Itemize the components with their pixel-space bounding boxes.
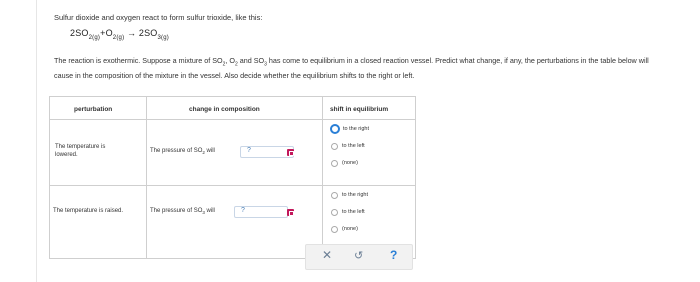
eq-formula-2: O [105,28,113,38]
row2-label-none: (none) [342,226,358,232]
row1-radio-right[interactable] [330,124,340,134]
q-so3-sub: 3 [264,61,267,68]
column-divider-2 [322,97,323,258]
row1-perturbation-line1: The temperature is [55,144,106,150]
row1-radio-none[interactable] [331,160,338,167]
row2-radio-none[interactable] [331,226,338,233]
row1-change-text [150,147,215,157]
perturbation-table [49,96,416,259]
q-o2-sub: 2 [234,61,238,68]
clear-button[interactable]: ✕ [322,248,333,262]
header-divider [50,119,415,120]
question-text [54,55,664,82]
q-so3: SO [253,56,265,65]
q-so2: SO [212,56,223,65]
q-sep-1: , [225,56,230,65]
header-change: change in composition [189,106,260,113]
row1-dropdown-value: ? [247,147,251,154]
row2-option-right[interactable] [331,189,368,201]
row2-radio-left[interactable] [331,209,338,216]
row2-dropdown-value: ? [241,207,245,214]
row2-change-text [150,207,215,217]
row1-radio-left[interactable] [331,143,338,150]
header-perturbation: perturbation [74,106,113,113]
row2-label-right: to the right [342,192,368,198]
row2-change-sub: 3 [202,210,205,216]
eq-sub-2: 2 [112,34,117,41]
row1-label-none: (none) [342,160,358,166]
row2-option-none[interactable] [331,223,358,235]
eq-sub-1: 2 [88,34,93,41]
intro-text: Sulfur dioxide and oxygen react to form sulfur trioxide, like this: [54,13,263,22]
row1-change-dropdown[interactable] [240,146,294,158]
eq-sub-3: 3 [157,34,162,41]
question-part-2: has come to equilibrium in a closed reaction vessel. Predict what change, if any, the perturbations in the table below will cause in the composition of the mixture in the vessel. Also decide whether the equilibrium shifts to the right or left. [54,56,649,81]
row1-change-sub: 2 [202,150,205,156]
row2-change-prefix: The pressure of SO [150,208,203,214]
row2-change-dropdown[interactable] [234,206,288,218]
undo-button[interactable]: ↺ [354,250,364,262]
row2-radio-right[interactable] [331,192,338,199]
q-sep-2: and [237,56,254,65]
question-part-1: The reaction is exothermic. Suppose a mixture of [54,56,213,65]
row1-change-prefix: The pressure of SO [150,148,203,154]
reaction-equation [70,28,169,41]
row1-perturbation [55,143,105,159]
eq-phase-2: (g) [116,34,125,41]
q-o2: O [229,56,235,65]
row-divider [50,185,415,186]
column-divider-1 [146,97,147,258]
eq-coef-3: 2 [138,28,145,38]
eq-formula-3: SO [144,28,158,38]
q-so2-sub: 2 [222,61,226,68]
row1-label-left: to the left [342,143,365,149]
row1-perturbation-line2: lowered. [55,152,78,158]
help-button[interactable]: ? [390,248,398,262]
row2-info-icon[interactable] [287,209,294,216]
row1-option-none[interactable] [331,157,358,169]
row1-change-suffix: will [204,148,215,154]
eq-phase-1: (g) [92,34,101,41]
row1-option-right[interactable] [331,123,369,135]
header-shift: shift in equilibrium [330,106,389,113]
row2-perturbation: The temperature is raised. [53,208,124,214]
eq-arrow: → [126,28,137,38]
eq-phase-3: (g) [161,34,169,41]
action-bar [305,244,413,270]
row2-change-suffix: will [204,208,215,214]
row1-label-right: to the right [343,126,369,132]
eq-formula-1: SO [75,28,89,38]
eq-coef-1: 2 [70,28,76,38]
row1-info-icon[interactable] [287,149,294,156]
row1-option-left[interactable] [331,140,365,152]
row2-option-left[interactable] [331,206,365,218]
eq-plus: + [100,28,106,38]
row2-label-left: to the left [342,209,365,215]
